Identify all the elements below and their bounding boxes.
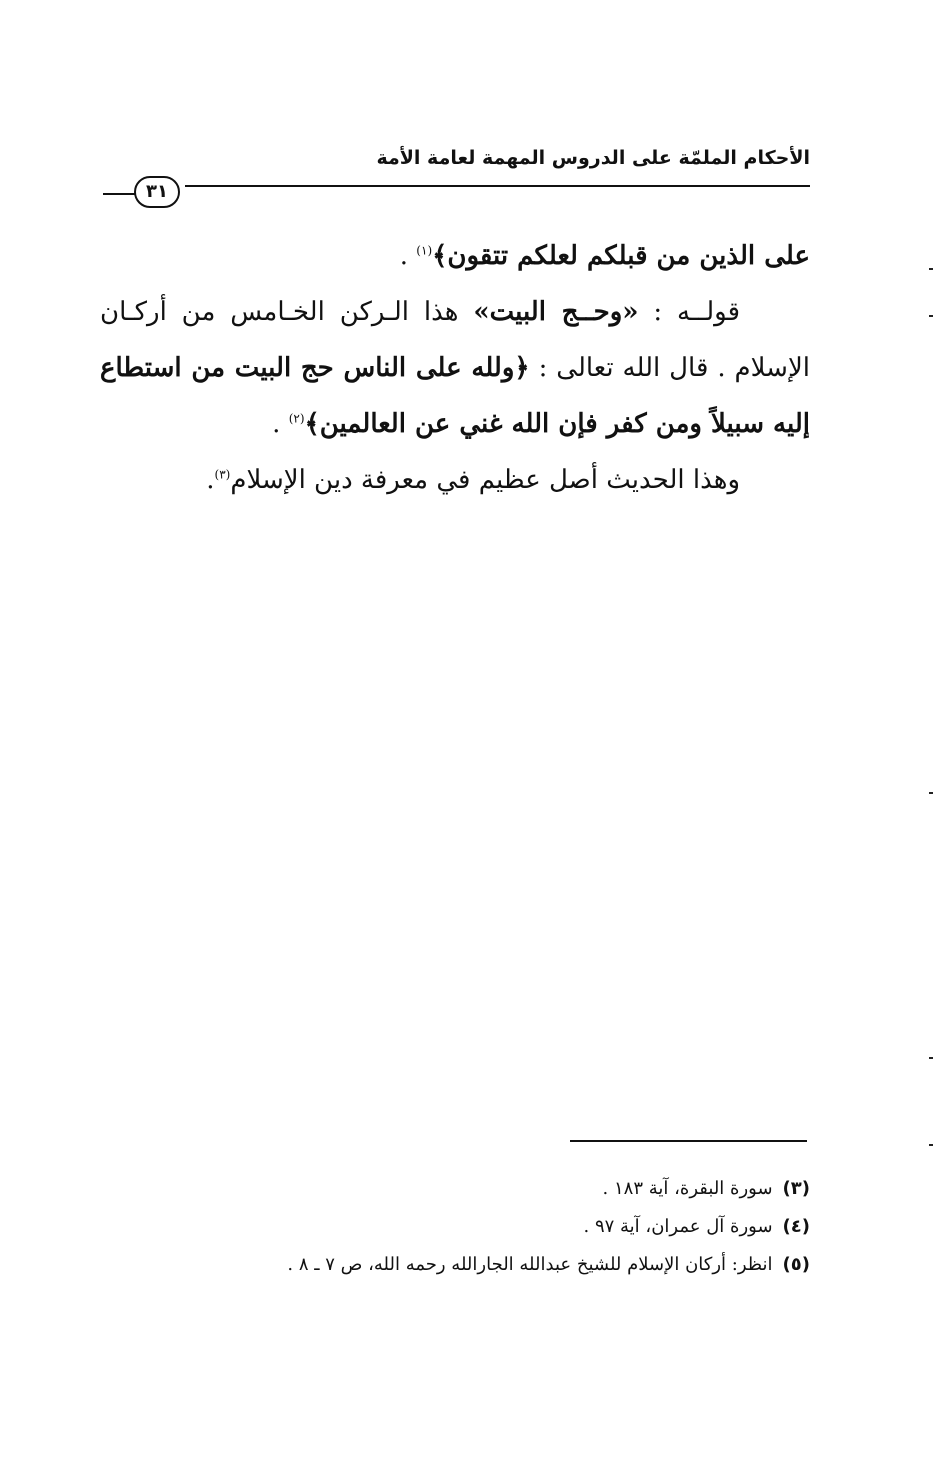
footnote-ref: (٢) — [288, 411, 305, 426]
footnote-ref: (٣) — [214, 467, 231, 482]
text-line-1 — [100, 228, 810, 284]
margin-mark — [929, 792, 933, 794]
matn-title: «وحــج البيت» — [473, 297, 639, 327]
header-rule — [185, 185, 810, 187]
footnote-number: (٥) — [782, 1254, 810, 1275]
footnote-ref: (١) — [416, 243, 433, 258]
quran-quote: إليه سبيلاً ومن كفر فإن الله غني عن العالمين﴾ — [304, 409, 810, 439]
footnote-text: انظر: أركان الإسلام للشيخ عبدالله الجارالله رحمه الله، ص ٧ ـ ٨ . — [287, 1254, 773, 1275]
footnote — [170, 1170, 810, 1208]
line-end: . — [272, 409, 289, 439]
line-end: . — [206, 465, 215, 495]
footnote — [170, 1208, 810, 1246]
main-text — [100, 228, 810, 508]
margin-mark — [929, 315, 933, 317]
text-line-5 — [100, 452, 810, 508]
text-line-3 — [100, 340, 810, 396]
footnote — [170, 1246, 810, 1284]
footnote-number: (٣) — [782, 1178, 810, 1199]
line-rest: هذا الـركن الخـامس من أركـان — [100, 297, 474, 327]
quran-quote: على الذين من قبلكم لعلكم تتقون﴾ — [432, 241, 810, 271]
margin-mark — [929, 1057, 933, 1059]
footnote-text: سورة آل عمران، آية ٩٧ . — [583, 1216, 773, 1237]
footnotes — [170, 1170, 810, 1284]
quran-quote: ﴿ولله على الناس حج البيت من استطاع — [100, 353, 530, 383]
line-text: وهذا الحديث أصل عظيم في معرفة دين الإسلام — [230, 465, 740, 495]
line-end: . — [399, 241, 417, 271]
footnote-rule — [570, 1140, 807, 1142]
line-prefix: قولــه : — [638, 297, 740, 327]
text-line-4 — [100, 396, 810, 452]
margin-mark — [929, 1144, 933, 1146]
footnote-number: (٤) — [782, 1216, 810, 1237]
line-prefix: الإسلام . قال الله تعالى : — [529, 353, 810, 383]
running-title: الأحكام الملمّة على الدروس المهمة لعامة الأمة — [376, 147, 810, 169]
text-line-2 — [100, 284, 810, 340]
footnote-text: سورة البقرة، آية ١٨٣ . — [602, 1178, 773, 1199]
header-rule-left — [103, 193, 135, 195]
margin-mark — [929, 268, 933, 270]
page-number: ٣١ — [134, 176, 180, 208]
